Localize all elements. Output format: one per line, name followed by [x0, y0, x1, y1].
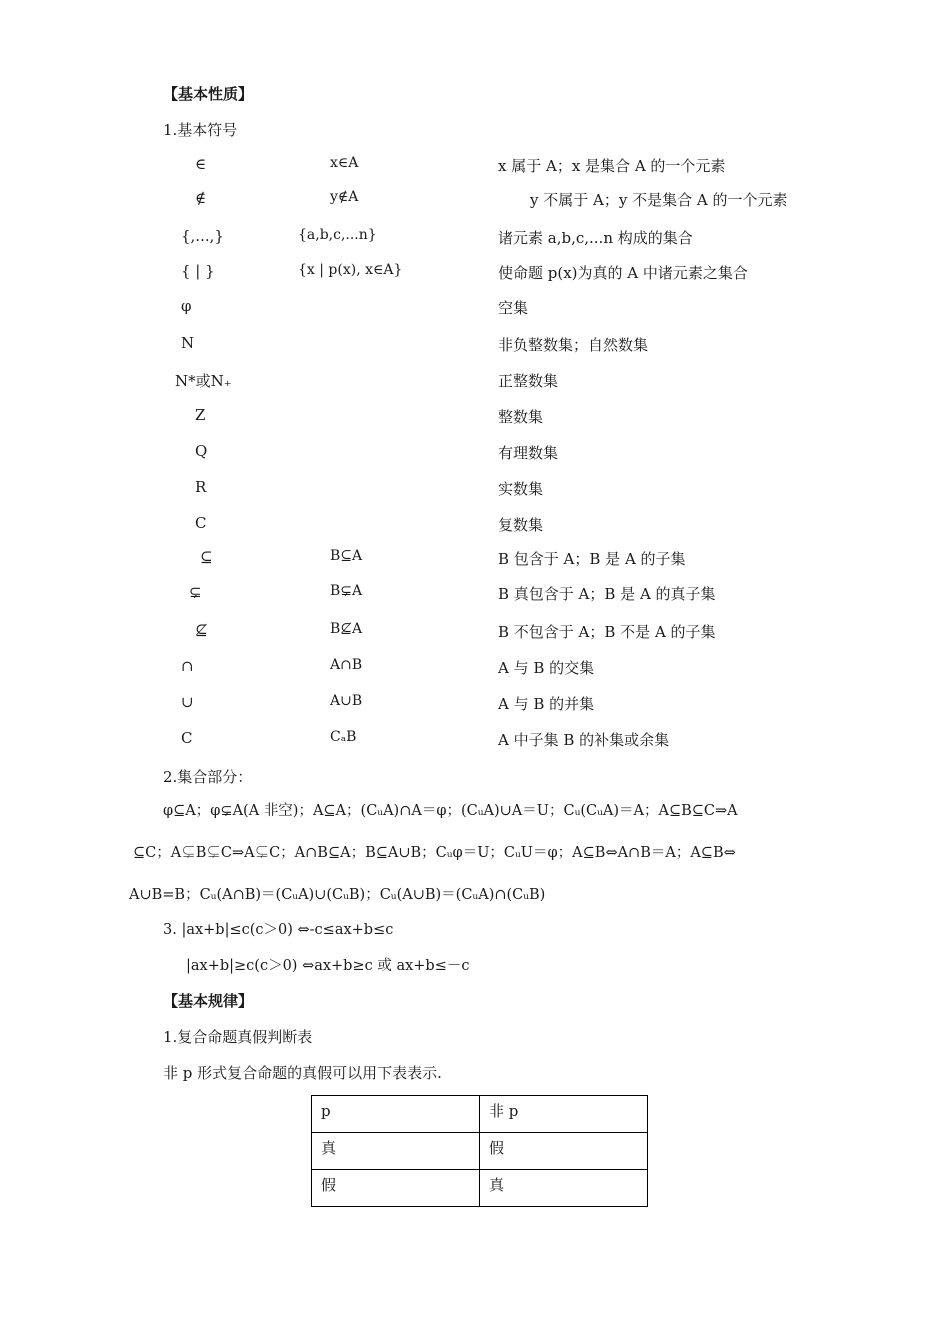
description-cell: 复数集	[498, 516, 544, 534]
symbol-cell: φ	[181, 297, 192, 315]
description-cell: 正整数集	[498, 372, 559, 390]
example-cell: A∩B	[330, 657, 363, 673]
symbol-cell: ⊊	[189, 583, 202, 601]
table-row	[312, 1133, 648, 1170]
description-cell: B 不包含于 A；B 不是 A 的子集	[498, 623, 716, 641]
example-cell: A∪B	[330, 693, 363, 709]
symbol-cell: N*或N₊	[175, 372, 232, 390]
description-cell: y 不属于 A；y 不是集合 A 的一个元素	[530, 191, 788, 209]
description-cell: 整数集	[498, 408, 544, 426]
description-cell: A 中子集 B 的补集或余集	[498, 731, 670, 749]
table-cell: 真	[312, 1133, 480, 1170]
description-cell: 实数集	[498, 480, 544, 498]
description-cell: 空集	[498, 299, 529, 317]
example-cell: CₐB	[330, 729, 357, 745]
absolute-inequality-line-1: 3. |ax+b|≤c(c＞0) ⇔-c≤ax+b≤c	[163, 922, 394, 938]
symbol-cell: N	[181, 334, 195, 352]
truth-table	[311, 1095, 648, 1207]
table-cell: p	[312, 1096, 480, 1133]
symbol-cell: ∈	[195, 155, 207, 173]
set-identities-line-1: φ⊆A；φ⊊A(A 非空)；A⊆A；(CᵤA)∩A＝φ；(CᵤA)∪A＝U；Cᵤ(CᵤA)＝A；A⊆B⊆C⇒A	[163, 803, 738, 819]
symbol-cell: R	[195, 478, 207, 496]
description-cell: B 包含于 A；B 是 A 的子集	[498, 550, 686, 568]
example-cell: x∈A	[330, 155, 359, 171]
symbol-cell: { | }	[181, 262, 215, 280]
example-cell: B⊈A	[330, 621, 363, 637]
example-cell: B⊊A	[330, 583, 363, 599]
symbol-cell: Z	[195, 406, 206, 424]
subheading-set-part: 2.集合部分：	[163, 768, 253, 786]
table-cell: 非 p	[480, 1096, 648, 1133]
symbol-cell: ∉	[195, 189, 207, 207]
description-cell: B 真包含于 A；B 是 A 的真子集	[498, 585, 716, 603]
symbol-cell: C	[181, 729, 193, 747]
symbol-cell: ⊆	[200, 548, 213, 566]
symbol-cell: C	[195, 514, 207, 532]
section-heading-basic-rules: 【基本规律】	[163, 992, 254, 1010]
description-cell: A 与 B 的并集	[498, 695, 595, 713]
example-cell: {x | p(x), x∈A}	[298, 262, 403, 278]
example-cell: y∉A	[330, 189, 359, 205]
section-heading-basic-properties: 【基本性质】	[163, 85, 254, 103]
set-identities-line-3: A∪B=B；Cᵤ(A∩B)＝(CᵤA)∪(CᵤB)；Cᵤ(A∪B)＝(CᵤA)∩(CᵤB)	[129, 887, 546, 903]
symbol-cell: Q	[195, 442, 208, 460]
truth-table-intro: 非 p 形式复合命题的真假可以用下表表示.	[163, 1064, 442, 1082]
description-cell: A 与 B 的交集	[498, 659, 595, 677]
table-cell: 假	[480, 1133, 648, 1170]
absolute-inequality-line-2: |ax+b|≥c(c＞0) ⇔ax+b≥c 或 ax+b≤－c	[186, 958, 470, 974]
description-cell: x 属于 A；x 是集合 A 的一个元素	[498, 157, 726, 175]
description-cell: 使命题 p(x)为真的 A 中诸元素之集合	[498, 264, 748, 282]
example-cell: {a,b,c,...n}	[298, 227, 377, 243]
subheading-truth-table: 1.复合命题真假判断表	[163, 1028, 313, 1046]
symbol-cell: ∪	[181, 693, 194, 711]
example-cell: B⊆A	[330, 548, 363, 564]
description-cell: 非负整数集；自然数集	[498, 336, 649, 354]
description-cell: 有理数集	[498, 444, 559, 462]
description-cell: 诸元素 a,b,c,...n 构成的集合	[498, 229, 693, 247]
subheading-basic-symbols: 1.基本符号	[163, 121, 238, 139]
set-identities-line-2: ⊆C；A⊊B⊊C⇒A⊊C；A∩B⊆A；B⊆A∪B；Cᵤφ＝U；CᵤU＝φ；A⊆B⇔A∩B＝A；A⊆B⇔	[133, 845, 736, 861]
symbol-cell: ∩	[181, 657, 194, 675]
symbol-cell: {,...,}	[181, 227, 224, 245]
symbol-cell: ⊈	[195, 621, 208, 639]
table-cell: 真	[480, 1170, 648, 1207]
table-cell: 假	[312, 1170, 480, 1207]
table-row	[312, 1170, 648, 1207]
table-row	[312, 1096, 648, 1133]
